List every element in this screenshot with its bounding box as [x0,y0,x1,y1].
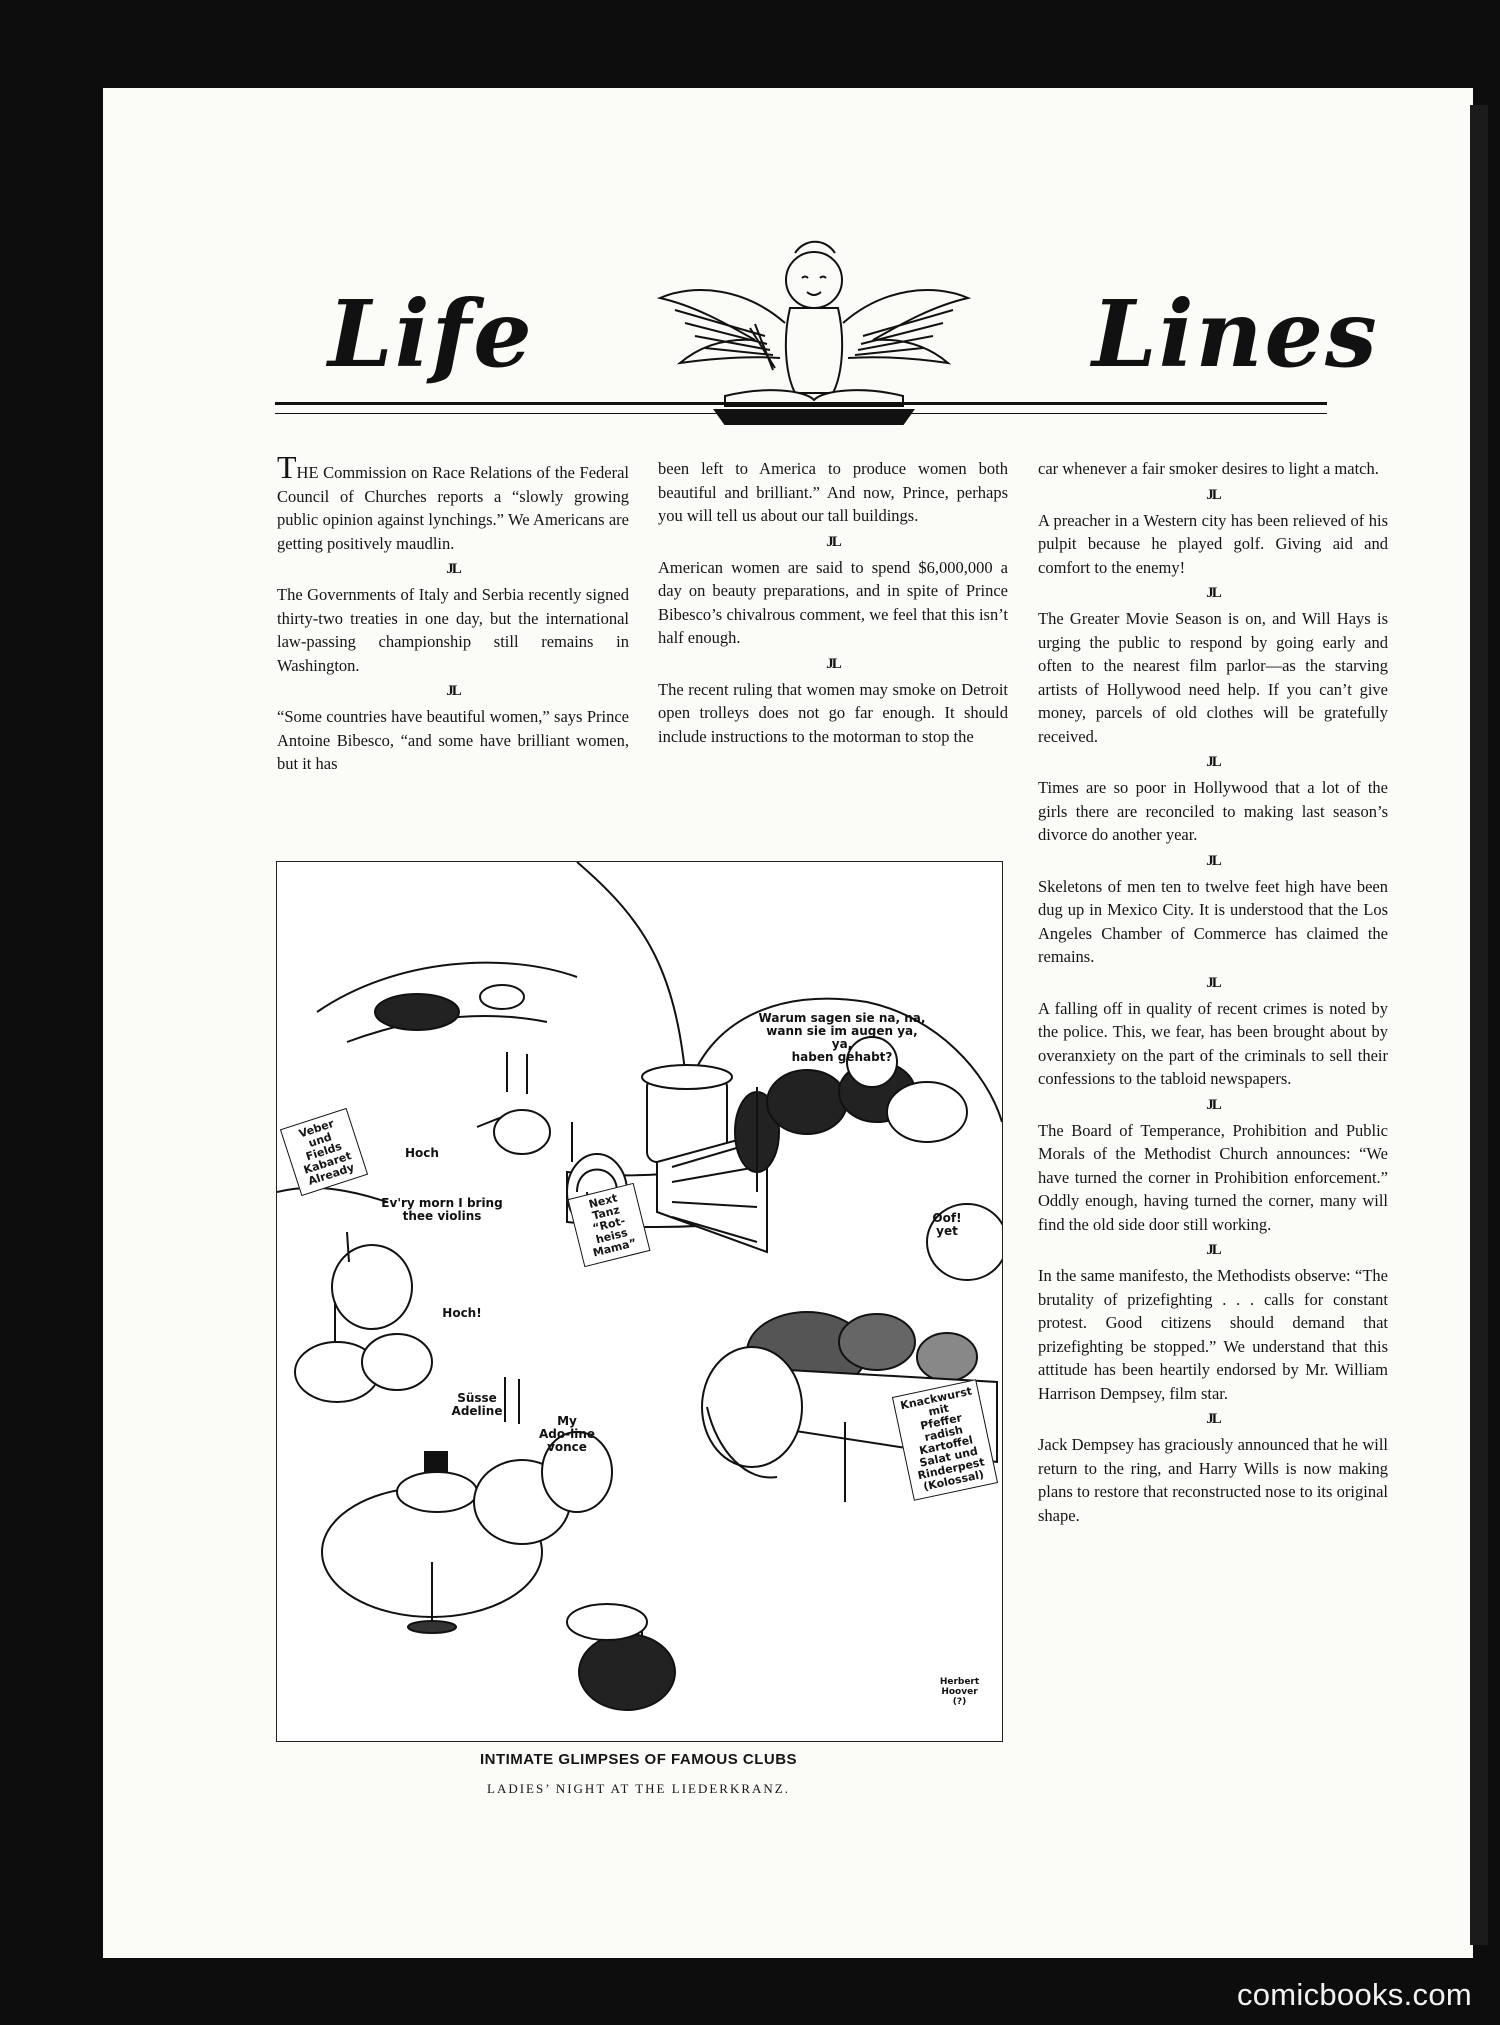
separator-mark: JL [1206,974,1220,991]
speech-bubble-warum: Warum sagen sie na, na, wann sie im augen ya, ya, haben gehabt? [758,1011,926,1064]
separator-mark: JL [1206,1096,1220,1113]
separator-mark: JL [446,683,460,699]
paragraph-preacher: A preacher in a Western city has been relieved of his pulpit because he played golf. Giving aid and comfort to the enemy! [1038,510,1388,577]
separator-mark: JL [1206,585,1220,601]
paragraph-temperance: The Board of Temperance, Prohibition and Public Morals of the Methodist Church announces: “We have turned the corner in Prohibition enforcement.” Oddly enough, having turned the corner, many will find the old side door still working. [1038,1120,1388,1234]
speech-bubble-adeline: My Ado-line vonce [538,1414,595,1454]
separator-mark: JL [826,533,840,550]
separator-mark: JL [1206,754,1220,770]
cartoon-drawing [277,862,1002,1741]
separator-mark: JL [446,561,460,577]
speech-bubble-susse-adeline: Süsse Adeline [451,1391,503,1418]
separator-mark: JL [826,655,840,672]
text-column-1 [277,449,629,776]
paragraph-manifesto: In the same manifesto, the Methodists observe: “The brutality of prizefighting . . . calls for constant protest. Good citizens should demand that prizefighting be stopped.” We understand that this attitude has been heartily endorsed by Mr. William Harrison Dempsey, film star. [1038,1266,1388,1403]
paragraph-treaties: The Governments of Italy and Serbia recently signed thirty-two treaties in one day, but the international law-passing championship still remains in Washington. [277,585,629,675]
speech-bubble-hoch: Hoch [405,1146,439,1160]
cartoon-illustration [276,861,1003,1742]
paragraph-detroit-cont: car whenever a fair smoker desires to light a match. [1038,459,1379,478]
header-title-left: Life [328,280,534,388]
paragraph-dempsey: Jack Dempsey has graciously announced that he will return to the ring, and Harry Wills is now making plans to restore that reconstructed nose to its original shape. [1038,1435,1388,1525]
text-column-2 [658,457,1008,748]
paragraph-detroit: The recent ruling that women may smoke on Detroit open trolleys does not go far enough. It should include instructions to the motorman to stop the [658,679,1008,746]
speech-bubble-oof: Oof! yet [932,1211,962,1238]
cherub-emblem [655,228,973,428]
paragraph-skeletons: Skeletons of men ten to twelve feet high have been dug up in Mexico City. It is understood that the Los Angeles Chamber of Commerce has claimed the remains. [1038,876,1388,966]
separator-mark: JL [1206,486,1220,503]
text-column-3 [1038,457,1388,1527]
sign-weber-fields: Veber und Fields Kabaret Already [280,1108,368,1196]
cartoon-caption: INTIMATE GLIMPSES OF FAMOUS CLUBS [479,1751,798,1768]
sign-next-tanz: Next Tanz “Rot-heiss Mama” [568,1183,651,1267]
paragraph-race-relations: THE Commission on Race Relations of the Federal Council of Churches reports a “slowly growing public opinion against lynchings.” We Americans are getting positively maudlin. [277,449,629,553]
artist-signature: Herbert Hoover (?) [939,1677,980,1707]
header-rule [275,402,1327,414]
paragraph-crimes: A falling off in quality of recent crimes is noted by the police. This, we fear, has been brought about by overanxiety on the part of the criminals to sell their confessions to the tabloid newspapers. [1038,998,1388,1088]
header-title-right: Lines [1092,280,1379,388]
separator-mark: JL [1206,852,1220,869]
separator-mark: JL [1206,1242,1220,1258]
paragraph-bibesco: “Some countries have beautiful women,” says Prince Antoine Bibesco, “and some have brilliant women, but it has [277,707,629,773]
page-gutter [1470,105,1488,1945]
paragraph-beauty: American women are said to spend $6,000,000 a day on beauty preparations, and in spite of Prince Bibesco’s chivalrous comment, we feel that this isn’t half enough. [658,557,1008,647]
separator-mark: JL [1206,1411,1220,1427]
speech-bubble-violins: Ev'ry morn I bring thee violins [381,1196,503,1223]
paragraph-hollywood: Times are so poor in Hollywood that a lot of the girls there are reconciled to making last season’s divorce do another year. [1038,778,1388,844]
cartoon-subcaption: LADIES’ NIGHT AT THE LIEDERKRANZ. [487,1781,790,1796]
paragraph-movie-season: The Greater Movie Season is on, and Will Hays is urging the public to respond by going early and often to the nearest film parlor—as the starving artists of Hollywood need help. If you can’t give money, parcels of old clothes will be gratefully received. [1038,609,1388,746]
sign-menu: Knackwurst mit Pfeffer radish Kartoffel Salat und Rinderpest (Kolossal) [892,1379,998,1501]
watermark-text: comicbooks.com [1236,1977,1472,2012]
paragraph-bibesco-cont: been left to America to produce women both beautiful and brilliant.” And now, Prince, perhaps you will tell us about our tall buildings. [658,459,1008,525]
speech-bubble-hoch-2: Hoch! [442,1306,482,1320]
